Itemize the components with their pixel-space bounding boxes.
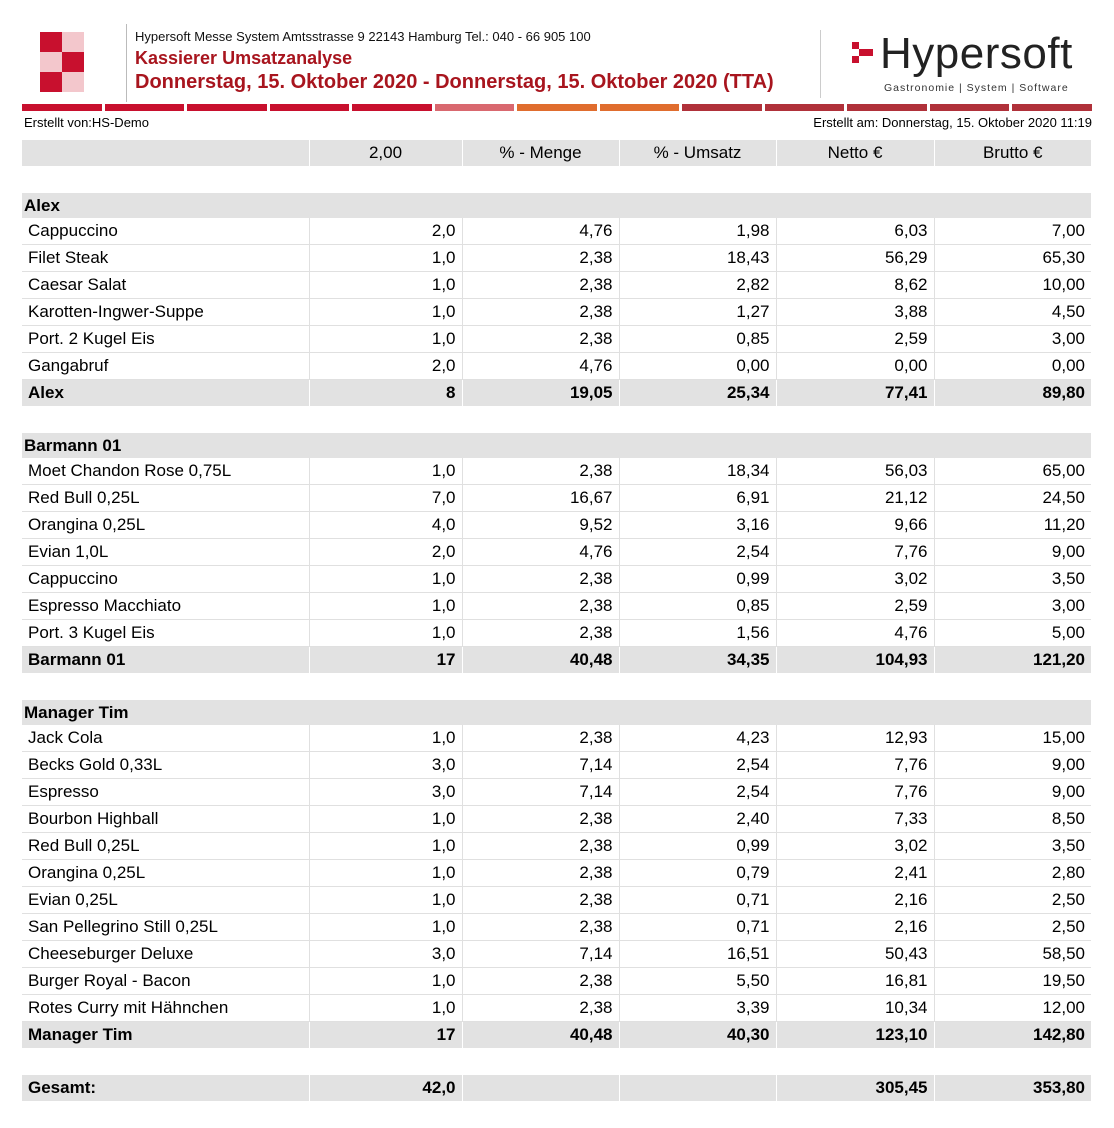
gross-amount: 58,50 <box>934 941 1091 968</box>
gross-amount: 2,80 <box>934 860 1091 887</box>
subtotal-net-amount: 77,41 <box>776 380 934 407</box>
percent-revenue: 2,82 <box>619 272 776 299</box>
net-amount: 50,43 <box>776 941 934 968</box>
table-row <box>22 995 1091 1022</box>
item-name: Cappuccino <box>22 566 309 593</box>
column-header: Netto € <box>776 140 934 166</box>
table-row <box>22 779 1091 806</box>
table-row <box>22 512 1091 539</box>
net-amount: 56,03 <box>776 458 934 485</box>
percent-revenue: 2,54 <box>619 779 776 806</box>
item-name: Port. 2 Kugel Eis <box>22 326 309 353</box>
percent-quantity: 2,38 <box>462 245 619 272</box>
percent-quantity: 2,38 <box>462 914 619 941</box>
net-amount: 6,03 <box>776 218 934 245</box>
table-row <box>22 833 1091 860</box>
stripe-segment <box>22 104 102 111</box>
percent-revenue: 0,99 <box>619 833 776 860</box>
percent-revenue: 3,39 <box>619 995 776 1022</box>
gross-amount: 15,00 <box>934 725 1091 752</box>
quantity: 3,0 <box>309 779 462 806</box>
percent-quantity: 2,38 <box>462 725 619 752</box>
subtotal-percent-revenue: 40,30 <box>619 1022 776 1049</box>
percent-revenue: 0,79 <box>619 860 776 887</box>
gross-amount: 5,00 <box>934 620 1091 647</box>
net-amount: 3,88 <box>776 299 934 326</box>
percent-quantity: 4,76 <box>462 353 619 380</box>
subtotal-net-amount: 123,10 <box>776 1022 934 1049</box>
item-name: Jack Cola <box>22 725 309 752</box>
net-amount: 8,62 <box>776 272 934 299</box>
percent-revenue: 2,54 <box>619 752 776 779</box>
percent-revenue: 5,50 <box>619 968 776 995</box>
net-amount: 2,59 <box>776 326 934 353</box>
column-header <box>22 140 309 166</box>
stripe-segment <box>187 104 267 111</box>
net-amount: 3,02 <box>776 566 934 593</box>
header-color-stripe <box>22 104 1092 111</box>
net-amount: 4,76 <box>776 620 934 647</box>
item-name: Bourbon Highball <box>22 806 309 833</box>
percent-revenue: 3,16 <box>619 512 776 539</box>
quantity: 1,0 <box>309 806 462 833</box>
table-row <box>22 458 1091 485</box>
percent-quantity: 2,38 <box>462 458 619 485</box>
report-logo-squares <box>40 32 84 94</box>
table-row <box>22 968 1091 995</box>
total-percent-quantity <box>462 1075 619 1101</box>
percent-revenue: 2,40 <box>619 806 776 833</box>
stripe-segment <box>270 104 350 111</box>
subtotal-row <box>22 1022 1091 1049</box>
item-name: Red Bull 0,25L <box>22 833 309 860</box>
spacer-cell <box>22 406 1091 433</box>
percent-quantity: 2,38 <box>462 593 619 620</box>
quantity: 3,0 <box>309 941 462 968</box>
table-row <box>22 272 1091 299</box>
net-amount: 0,00 <box>776 353 934 380</box>
quantity: 1,0 <box>309 833 462 860</box>
percent-quantity: 2,38 <box>462 326 619 353</box>
spacer-row <box>22 166 1091 193</box>
percent-revenue: 0,85 <box>619 593 776 620</box>
percent-quantity: 2,38 <box>462 806 619 833</box>
stripe-segment <box>600 104 680 111</box>
hypersoft-mark-icon <box>852 42 874 64</box>
item-name: Evian 1,0L <box>22 539 309 566</box>
table-row <box>22 566 1091 593</box>
stripe-segment <box>682 104 762 111</box>
stripe-segment <box>105 104 185 111</box>
quantity: 1,0 <box>309 299 462 326</box>
group-name: Barmann 01 <box>22 433 1091 458</box>
subtotal-item-name: Barmann 01 <box>22 647 309 674</box>
gross-amount: 3,00 <box>934 326 1091 353</box>
gross-amount: 9,00 <box>934 752 1091 779</box>
total-gross-amount: 353,80 <box>934 1075 1091 1101</box>
quantity: 1,0 <box>309 566 462 593</box>
net-amount: 2,41 <box>776 860 934 887</box>
percent-revenue: 16,51 <box>619 941 776 968</box>
net-amount: 21,12 <box>776 485 934 512</box>
quantity: 4,0 <box>309 512 462 539</box>
subtotal-item-name: Alex <box>22 380 309 407</box>
gross-amount: 9,00 <box>934 539 1091 566</box>
quantity: 1,0 <box>309 458 462 485</box>
item-name: Karotten-Ingwer-Suppe <box>22 299 309 326</box>
percent-revenue: 1,27 <box>619 299 776 326</box>
table-row <box>22 725 1091 752</box>
subtotal-gross-amount: 142,80 <box>934 1022 1091 1049</box>
percent-revenue: 1,56 <box>619 620 776 647</box>
table-row <box>22 353 1091 380</box>
percent-quantity: 2,38 <box>462 968 619 995</box>
stripe-segment <box>352 104 432 111</box>
percent-quantity: 2,38 <box>462 566 619 593</box>
subtotal-quantity: 17 <box>309 647 462 674</box>
gross-amount: 2,50 <box>934 887 1091 914</box>
percent-quantity: 2,38 <box>462 995 619 1022</box>
percent-quantity: 9,52 <box>462 512 619 539</box>
grand-total-row <box>22 1075 1091 1101</box>
quantity: 1,0 <box>309 914 462 941</box>
gross-amount: 10,00 <box>934 272 1091 299</box>
column-header: Brutto € <box>934 140 1091 166</box>
gross-amount: 65,00 <box>934 458 1091 485</box>
quantity: 1,0 <box>309 245 462 272</box>
table-row <box>22 593 1091 620</box>
table-row <box>22 860 1091 887</box>
gross-amount: 12,00 <box>934 995 1091 1022</box>
table-row <box>22 914 1091 941</box>
subtotal-gross-amount: 121,20 <box>934 647 1091 674</box>
report-title: Kassierer Umsatzanalyse <box>135 48 353 68</box>
net-amount: 10,34 <box>776 995 934 1022</box>
gross-amount: 19,50 <box>934 968 1091 995</box>
quantity: 7,0 <box>309 485 462 512</box>
percent-revenue: 0,99 <box>619 566 776 593</box>
subtotal-quantity: 8 <box>309 380 462 407</box>
gross-amount: 0,00 <box>934 353 1091 380</box>
net-amount: 2,16 <box>776 887 934 914</box>
item-name: Becks Gold 0,33L <box>22 752 309 779</box>
percent-revenue: 0,00 <box>619 353 776 380</box>
percent-quantity: 2,38 <box>462 299 619 326</box>
percent-quantity: 2,38 <box>462 272 619 299</box>
quantity: 1,0 <box>309 860 462 887</box>
percent-quantity: 4,76 <box>462 539 619 566</box>
item-name: Moet Chandon Rose 0,75L <box>22 458 309 485</box>
total-quantity: 42,0 <box>309 1075 462 1101</box>
quantity: 2,0 <box>309 218 462 245</box>
table-row <box>22 299 1091 326</box>
spacer-row <box>22 673 1091 700</box>
percent-revenue: 18,34 <box>619 458 776 485</box>
gross-amount: 4,50 <box>934 299 1091 326</box>
item-name: Red Bull 0,25L <box>22 485 309 512</box>
group-header-row <box>22 193 1091 218</box>
quantity: 2,0 <box>309 539 462 566</box>
quantity: 1,0 <box>309 968 462 995</box>
subtotal-percent-quantity: 40,48 <box>462 647 619 674</box>
group-header-row <box>22 700 1091 725</box>
stripe-segment <box>517 104 597 111</box>
percent-quantity: 2,38 <box>462 620 619 647</box>
item-name: Filet Steak <box>22 245 309 272</box>
table-row <box>22 941 1091 968</box>
subtotal-row <box>22 380 1091 407</box>
subtotal-row <box>22 647 1091 674</box>
percent-revenue: 0,71 <box>619 887 776 914</box>
percent-quantity: 4,76 <box>462 218 619 245</box>
stripe-segment <box>930 104 1010 111</box>
subtotal-net-amount: 104,93 <box>776 647 934 674</box>
gross-amount: 3,50 <box>934 833 1091 860</box>
item-name: Espresso Macchiato <box>22 593 309 620</box>
header-divider-right <box>820 30 821 98</box>
net-amount: 7,76 <box>776 752 934 779</box>
table-row <box>22 887 1091 914</box>
percent-quantity: 7,14 <box>462 779 619 806</box>
table-row <box>22 218 1091 245</box>
company-address: Hypersoft Messe System Amtsstrasse 9 22143 Hamburg Tel.: 040 - 66 905 100 <box>135 29 591 44</box>
percent-quantity: 2,38 <box>462 887 619 914</box>
quantity: 1,0 <box>309 272 462 299</box>
table-row <box>22 620 1091 647</box>
net-amount: 16,81 <box>776 968 934 995</box>
subtotal-quantity: 17 <box>309 1022 462 1049</box>
net-amount: 7,76 <box>776 539 934 566</box>
net-amount: 2,16 <box>776 914 934 941</box>
stripe-segment <box>1012 104 1092 111</box>
gross-amount: 2,50 <box>934 914 1091 941</box>
net-amount: 9,66 <box>776 512 934 539</box>
item-name: Espresso <box>22 779 309 806</box>
column-header: 2,00 <box>309 140 462 166</box>
quantity: 1,0 <box>309 620 462 647</box>
table-header-row <box>22 140 1091 166</box>
gross-amount: 3,00 <box>934 593 1091 620</box>
percent-revenue: 4,23 <box>619 725 776 752</box>
table-row <box>22 245 1091 272</box>
item-name: San Pellegrino Still 0,25L <box>22 914 309 941</box>
quantity: 1,0 <box>309 995 462 1022</box>
table-row <box>22 539 1091 566</box>
percent-revenue: 0,71 <box>619 914 776 941</box>
subtotal-item-name: Manager Tim <box>22 1022 309 1049</box>
net-amount: 2,59 <box>776 593 934 620</box>
hypersoft-tagline: Gastronomie | System | Software <box>884 82 1069 94</box>
table-row <box>22 326 1091 353</box>
item-name: Port. 3 Kugel Eis <box>22 620 309 647</box>
percent-revenue: 18,43 <box>619 245 776 272</box>
gross-amount: 65,30 <box>934 245 1091 272</box>
created-at: Erstellt am: Donnerstag, 15. Oktober 2020 11:19 <box>813 115 1092 130</box>
net-amount: 56,29 <box>776 245 934 272</box>
percent-quantity: 16,67 <box>462 485 619 512</box>
item-name: Cappuccino <box>22 218 309 245</box>
gross-amount: 8,50 <box>934 806 1091 833</box>
spacer-row <box>22 406 1091 433</box>
report-period: Donnerstag, 15. Oktober 2020 - Donnerstag, 15. Oktober 2020 (TTA) <box>135 71 774 93</box>
spacer-cell <box>22 1048 1091 1075</box>
subtotal-percent-quantity: 19,05 <box>462 380 619 407</box>
sales-table <box>22 140 1091 1101</box>
item-name: Burger Royal - Bacon <box>22 968 309 995</box>
item-name: Orangina 0,25L <box>22 860 309 887</box>
subtotal-percent-revenue: 34,35 <box>619 647 776 674</box>
item-name: Gangabruf <box>22 353 309 380</box>
hypersoft-wordmark: Hypersoft <box>880 29 1073 78</box>
group-header-row <box>22 433 1091 458</box>
item-name: Rotes Curry mit Hähnchen <box>22 995 309 1022</box>
column-header: % - Umsatz <box>619 140 776 166</box>
net-amount: 3,02 <box>776 833 934 860</box>
gross-amount: 3,50 <box>934 566 1091 593</box>
table-row <box>22 752 1091 779</box>
column-header: % - Menge <box>462 140 619 166</box>
hypersoft-logo <box>852 30 1082 100</box>
net-amount: 7,33 <box>776 806 934 833</box>
gross-amount: 7,00 <box>934 218 1091 245</box>
total-item-name: Gesamt: <box>22 1075 309 1101</box>
group-name: Alex <box>22 193 1091 218</box>
item-name: Orangina 0,25L <box>22 512 309 539</box>
quantity: 1,0 <box>309 725 462 752</box>
stripe-segment <box>435 104 515 111</box>
total-percent-revenue <box>619 1075 776 1101</box>
item-name: Caesar Salat <box>22 272 309 299</box>
item-name: Cheeseburger Deluxe <box>22 941 309 968</box>
percent-quantity: 2,38 <box>462 860 619 887</box>
quantity: 1,0 <box>309 887 462 914</box>
percent-revenue: 2,54 <box>619 539 776 566</box>
group-name: Manager Tim <box>22 700 1091 725</box>
percent-quantity: 7,14 <box>462 941 619 968</box>
gross-amount: 9,00 <box>934 779 1091 806</box>
percent-quantity: 7,14 <box>462 752 619 779</box>
quantity: 2,0 <box>309 353 462 380</box>
quantity: 3,0 <box>309 752 462 779</box>
subtotal-percent-quantity: 40,48 <box>462 1022 619 1049</box>
stripe-segment <box>847 104 927 111</box>
quantity: 1,0 <box>309 326 462 353</box>
net-amount: 7,76 <box>776 779 934 806</box>
spacer-cell <box>22 166 1091 193</box>
spacer-cell <box>22 673 1091 700</box>
subtotal-gross-amount: 89,80 <box>934 380 1091 407</box>
percent-revenue: 6,91 <box>619 485 776 512</box>
percent-revenue: 1,98 <box>619 218 776 245</box>
table-row <box>22 806 1091 833</box>
header-divider <box>126 24 127 102</box>
table-row <box>22 485 1091 512</box>
percent-quantity: 2,38 <box>462 833 619 860</box>
created-by: Erstellt von:HS-Demo <box>24 115 149 130</box>
subtotal-percent-revenue: 25,34 <box>619 380 776 407</box>
quantity: 1,0 <box>309 593 462 620</box>
gross-amount: 24,50 <box>934 485 1091 512</box>
stripe-segment <box>765 104 845 111</box>
spacer-row <box>22 1048 1091 1075</box>
item-name: Evian 0,25L <box>22 887 309 914</box>
gross-amount: 11,20 <box>934 512 1091 539</box>
percent-revenue: 0,85 <box>619 326 776 353</box>
net-amount: 12,93 <box>776 725 934 752</box>
total-net-amount: 305,45 <box>776 1075 934 1101</box>
